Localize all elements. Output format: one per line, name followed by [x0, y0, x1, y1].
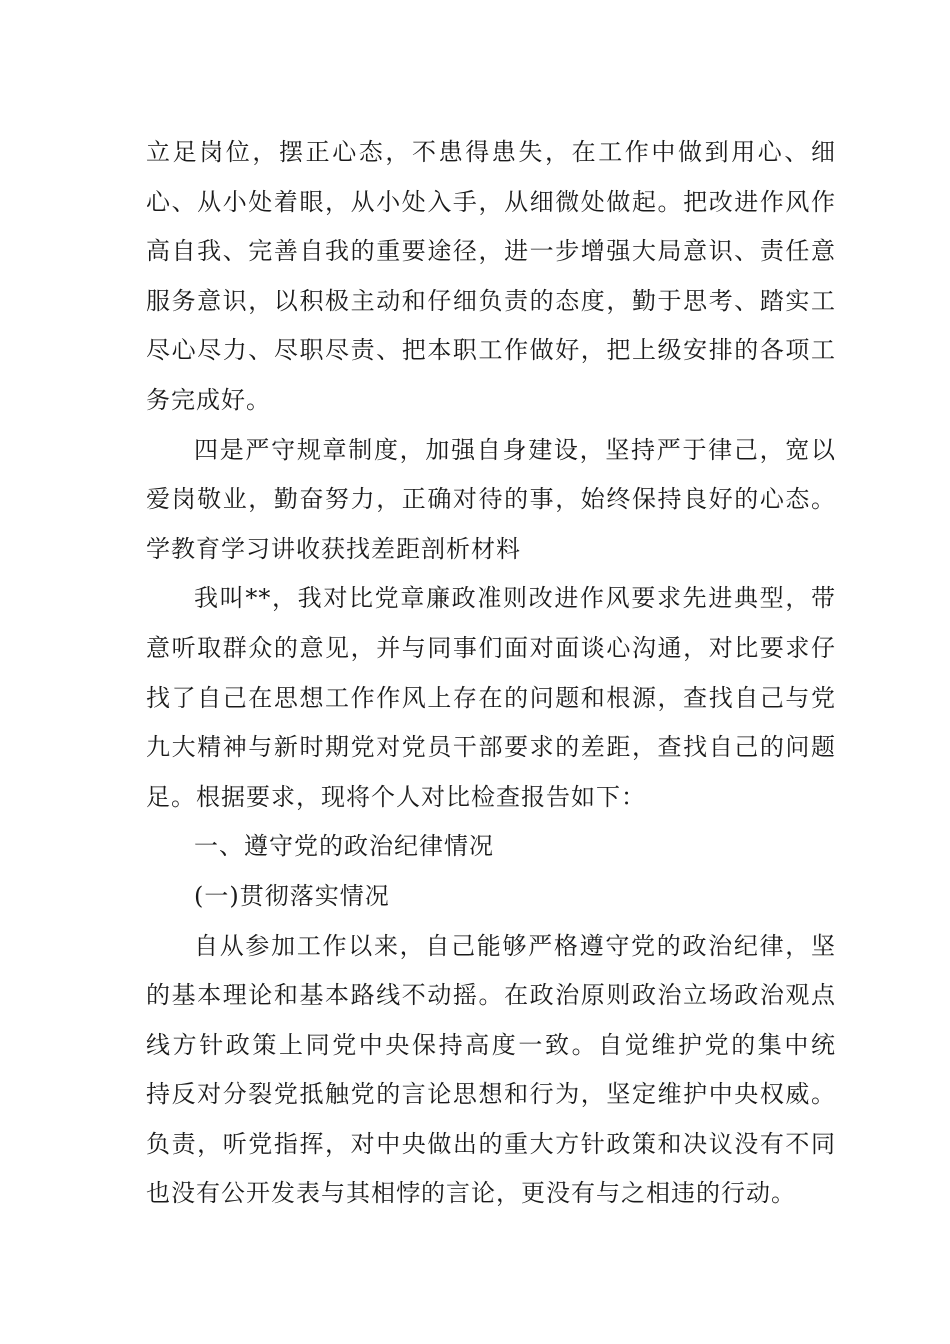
text-line: 立足岗位，摆正心态，不患得患失，在工作中做到用心、细: [146, 138, 836, 166]
text-line: 九大精神与新时期党对党员干部要求的差距，查找自己的问题: [146, 733, 836, 762]
text-line: 爱岗敬业，勤奋努力，正确对待的事，始终保持良好的心态。: [146, 485, 836, 514]
subsection-heading: [146, 872, 836, 922]
text-line: 也没有公开发表与其相悖的言论，更没有与之相违的行动。: [146, 1179, 796, 1208]
paragraph: [146, 574, 836, 822]
section-heading: [146, 822, 836, 872]
paragraph: [146, 128, 836, 426]
document-body: [146, 128, 836, 1219]
text-line: (一)贯彻落实情况: [194, 881, 390, 910]
text-line: 自从参加工作以来，自己能够严格遵守党的政治纪律，坚: [194, 931, 836, 960]
text-line: 找了自己在思想工作作风上存在的问题和根源，查找自己与党: [146, 683, 836, 712]
text-line: 线方针政策上同党中央保持高度一致。自觉维护党的集中统: [146, 1030, 836, 1059]
text-line: 心、从小处着眼，从小处入手，从细微处做起。把改进作风作: [146, 187, 836, 216]
text-line: 负责，听党指挥，对中央做出的重大方针政策和决议没有不同: [146, 1129, 836, 1158]
text-line: 学教育学习讲收获找差距剖析材料: [146, 534, 521, 563]
paragraph: [146, 922, 836, 1220]
text-line: 高自我、完善自我的重要途径，进一步增强大局意识、责任意: [146, 237, 836, 266]
text-line: 尽心尽力、尽职尽责、把本职工作做好，把上级安排的各项工: [146, 336, 836, 365]
text-line: 足。根据要求，现将个人对比检查报告如下：: [146, 782, 646, 811]
text-line: 务完成好。: [146, 385, 271, 414]
text-line: 服务意识，以积极主动和仔细负责的态度，勤于思考、踏实工: [146, 286, 836, 315]
text-line: 一、遵守党的政治纪律情况: [194, 832, 494, 861]
text-line: 持反对分裂党抵触党的言论思想和行为，坚定维护中央权威。: [146, 1080, 836, 1109]
text-line: 四是严守规章制度，加强自身建设，坚持严于律己，宽以: [194, 435, 836, 464]
text-line: 我叫**，我对比党章廉政准则改进作风要求先进典型，带: [194, 584, 836, 613]
paragraph: [146, 426, 836, 575]
text-line: 意听取群众的意见，并与同事们面对面谈心沟通，对比要求仔: [146, 633, 836, 662]
text-line: 的基本理论和基本路线不动摇。在政治原则政治立场政治观点: [146, 981, 836, 1010]
